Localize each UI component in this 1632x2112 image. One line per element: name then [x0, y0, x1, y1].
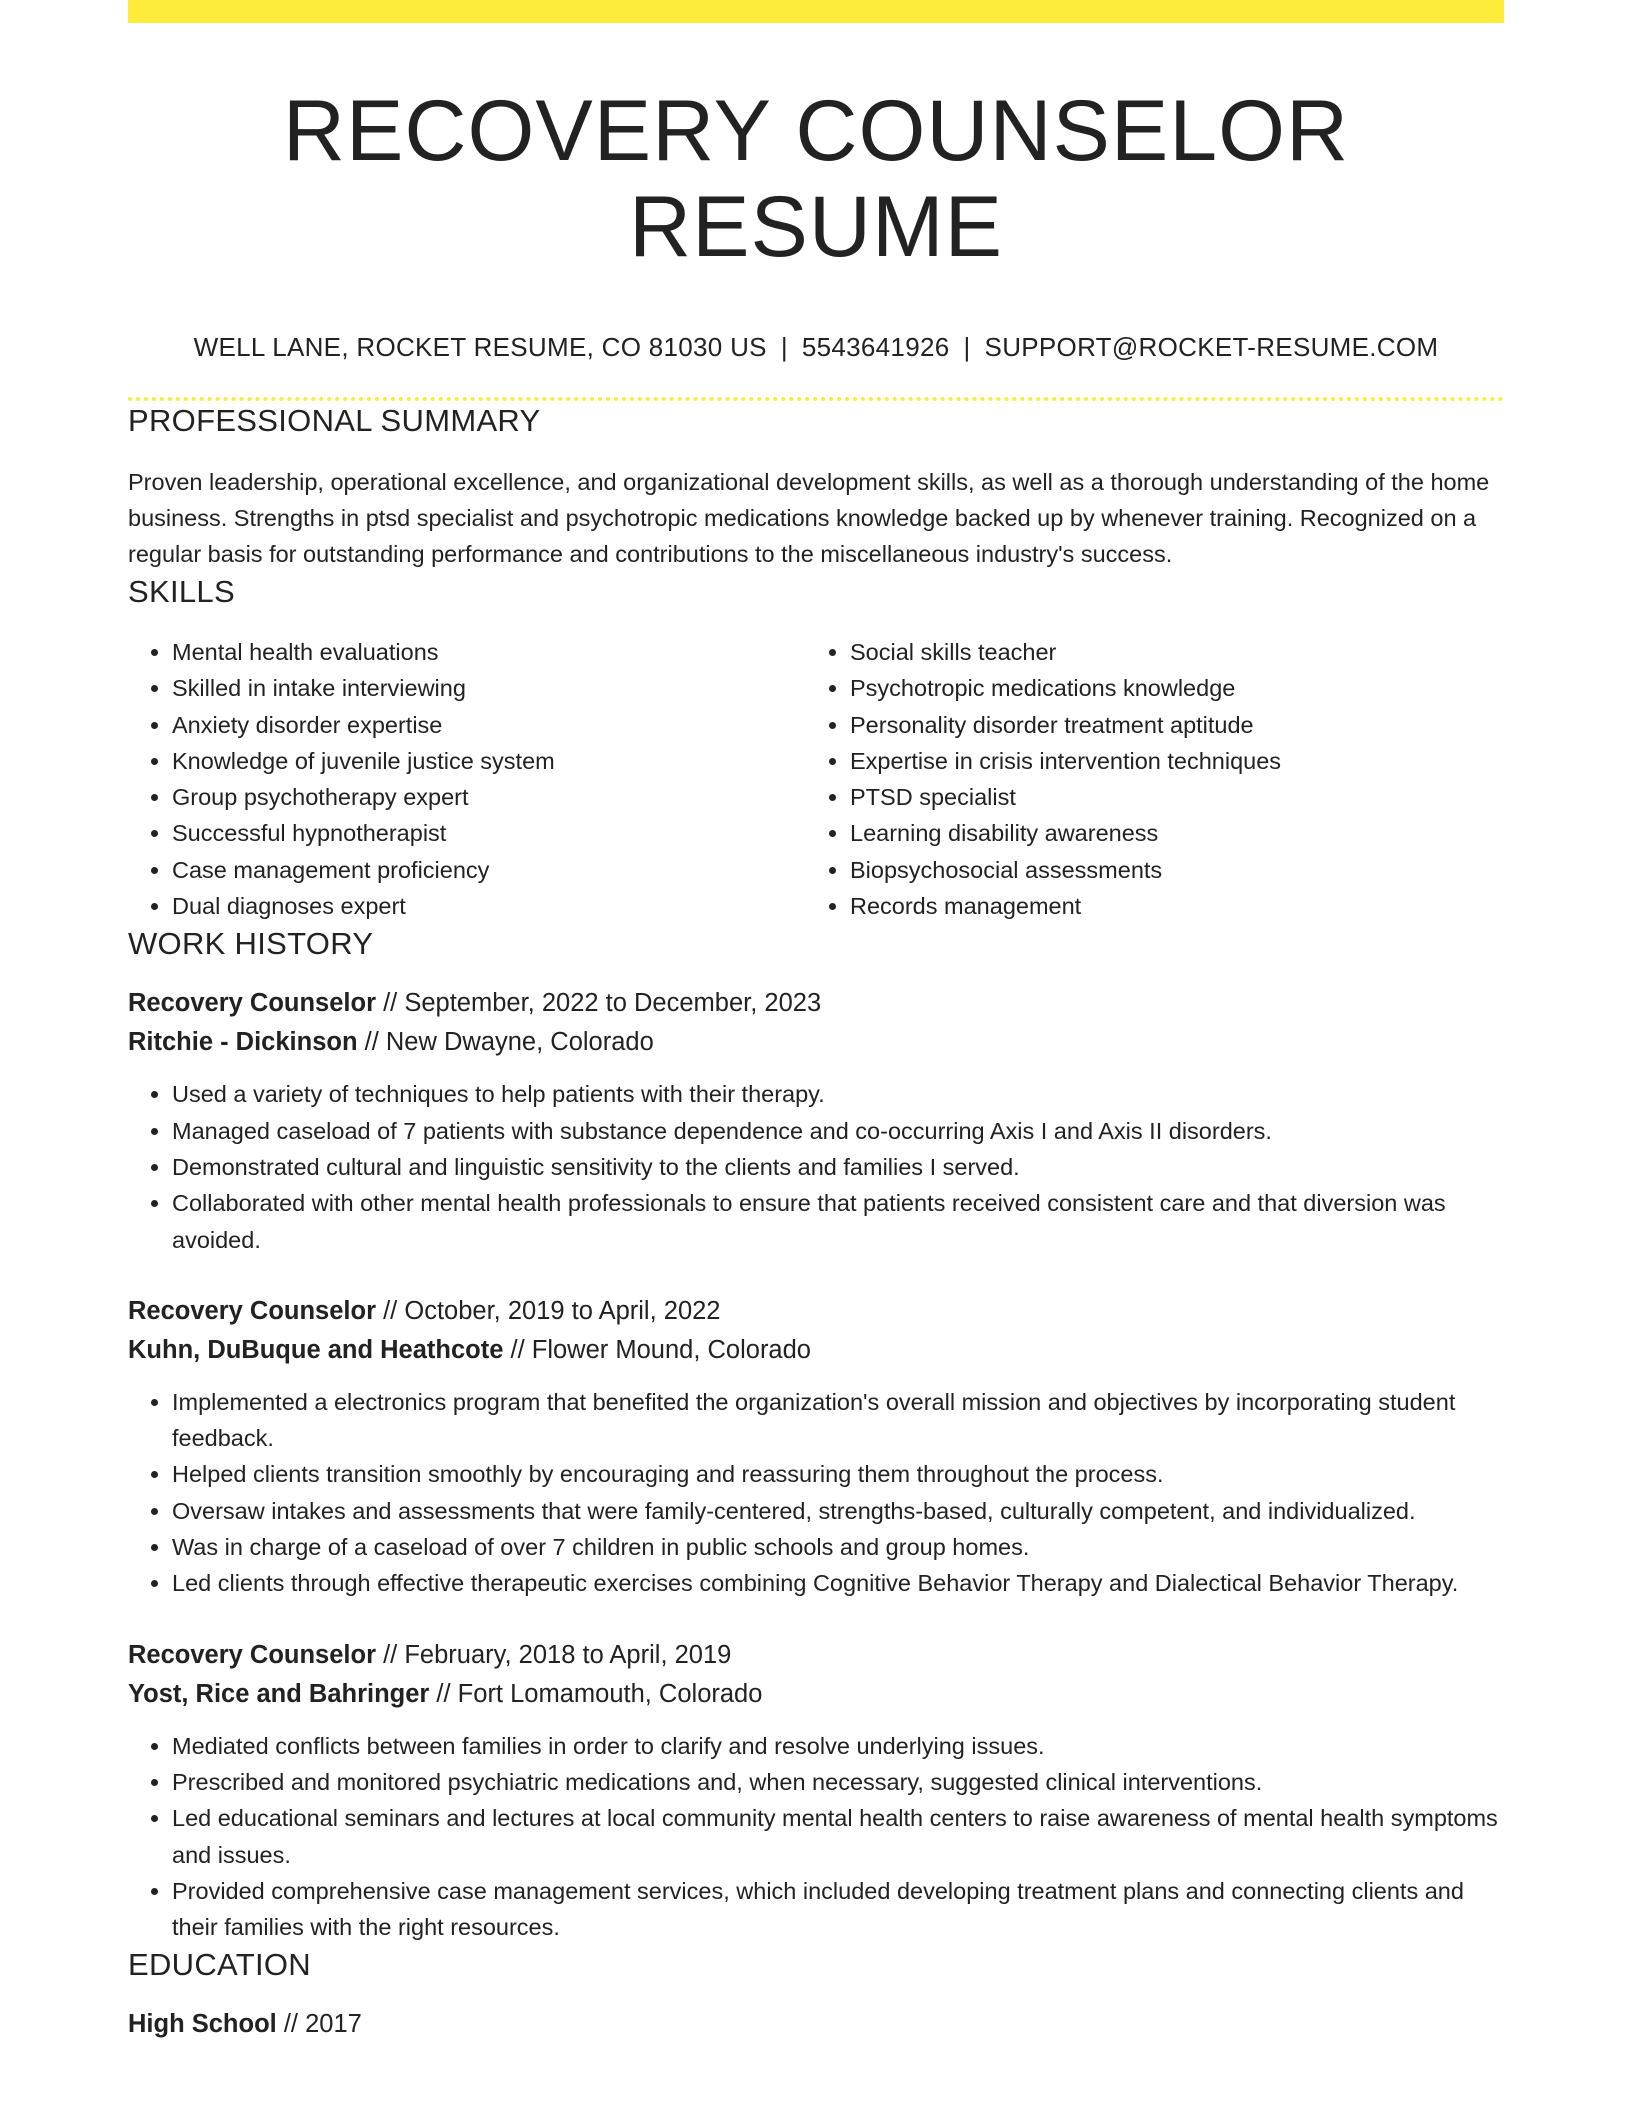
job-company: Kuhn, DuBuque and Heathcote [128, 1335, 504, 1364]
job-bullets [128, 1076, 1504, 1257]
job-entry [128, 1292, 1504, 1602]
job-company-line [128, 1023, 1504, 1062]
skills-heading: SKILLS [128, 574, 235, 609]
skill-item: • Skilled in intake interviewing [172, 670, 806, 706]
work-history-heading: WORK HISTORY [128, 926, 374, 962]
skills-columns [128, 634, 1504, 924]
job-title-line [128, 1636, 1504, 1675]
contact-line [128, 330, 1504, 364]
job-bullet: • Was in charge of a caseload of over 7 children in public schools and group homes. [172, 1529, 1504, 1565]
skill-item: • Biopsychosocial assessments [850, 852, 1484, 888]
skills-left-list [128, 634, 806, 924]
summary-heading: PROFESSIONAL SUMMARY [128, 403, 541, 438]
skill-item: • Personality disorder treatment aptitude [850, 707, 1484, 743]
resume-content [128, 0, 1504, 2044]
skill-item: • Knowledge of juvenile justice system [172, 743, 806, 779]
job-title-line [128, 984, 1504, 1023]
contact-separator: | [780, 332, 788, 362]
job-title-line [128, 1292, 1504, 1331]
job-company-line [128, 1675, 1504, 1714]
education-heading: EDUCATION [128, 1947, 311, 1983]
contact-phone: 5543641926 [801, 332, 950, 362]
job-bullet: • Collaborated with other mental health professionals to ensure that patients received consistent care and that diversion was avoided. [172, 1185, 1504, 1258]
job-dates: // September, 2022 to December, 2023 [376, 989, 822, 1018]
job-bullet: • Provided comprehensive case management services, which included developing treatment plans and connecting clients and their families with the right resources. [172, 1873, 1504, 1946]
job-bullet: • Led clients through effective therapeutic exercises combining Cognitive Behavior Therapy and Dialectical Behavior Therapy. [172, 1565, 1504, 1601]
skill-item: • Case management proficiency [172, 852, 806, 888]
job-company: Yost, Rice and Bahringer [128, 1679, 430, 1708]
job-bullet: • Demonstrated cultural and linguistic sensitivity to the clients and families I served. [172, 1149, 1504, 1185]
contact-address: WELL LANE, ROCKET RESUME, CO 81030 US [193, 332, 767, 362]
job-location: // New Dwayne, Colorado [357, 1028, 654, 1057]
job-location: // Flower Mound, Colorado [503, 1335, 811, 1364]
job-bullets [128, 1728, 1504, 1946]
job-bullet: • Implemented a electronics program that benefited the organization's overall mission and objectives by incorporating student feedback. [172, 1384, 1504, 1457]
skill-item: • Expertise in crisis intervention techniques [850, 743, 1484, 779]
education-year: // 2017 [276, 2010, 362, 2039]
job-company: Ritchie - Dickinson [128, 1028, 358, 1057]
job-entry [128, 1636, 1504, 1946]
job-bullet: • Helped clients transition smoothly by encouraging and reassuring them throughout the process. [172, 1456, 1504, 1492]
job-entry [128, 984, 1504, 1257]
job-bullet: • Mediated conflicts between families in order to clarify and resolve underlying issues. [172, 1728, 1504, 1764]
job-company-line [128, 1331, 1504, 1370]
job-bullet: • Used a variety of techniques to help patients with their therapy. [172, 1076, 1504, 1112]
resume-title: RECOVERY COUNSELOR RESUME [282, 83, 1350, 275]
skill-item: • Mental health evaluations [172, 634, 806, 670]
skill-item: • Social skills teacher [850, 634, 1484, 670]
job-title: Recovery Counselor [128, 989, 377, 1018]
education-entry [128, 2005, 1504, 2044]
skill-item: • Anxiety disorder expertise [172, 707, 806, 743]
job-bullets [128, 1384, 1504, 1602]
education-degree: High School [128, 2010, 277, 2039]
contact-separator: | [963, 332, 971, 362]
skill-item: • PTSD specialist [850, 779, 1484, 815]
job-bullet: • Oversaw intakes and assessments that were family-centered, strengths-based, culturally competent, and individualized. [172, 1493, 1504, 1529]
skill-item: • Group psychotherapy expert [172, 779, 806, 815]
job-bullet: • Managed caseload of 7 patients with substance dependence and co-occurring Axis I and Axis II disorders. [172, 1113, 1504, 1149]
skill-item: • Successful hypnotherapist [172, 815, 806, 851]
skills-right-list [806, 634, 1484, 924]
job-bullet: • Prescribed and monitored psychiatric medications and, when necessary, suggested clinical interventions. [172, 1764, 1504, 1800]
job-title: Recovery Counselor [128, 1640, 377, 1669]
skill-item: • Records management [850, 888, 1484, 924]
skill-item: • Learning disability awareness [850, 815, 1484, 851]
job-bullet: • Led educational seminars and lectures at local community mental health centers to raise awareness of mental health symptoms and issues. [172, 1800, 1504, 1873]
contact-email: SUPPORT@ROCKET-RESUME.COM [984, 332, 1439, 362]
skill-item: • Dual diagnoses expert [172, 888, 806, 924]
job-location: // Fort Lomamouth, Colorado [429, 1679, 763, 1708]
summary-text: Proven leadership, operational excellence, and organizational development skills, as well as a thorough understanding of the home business. Strengths in ptsd specialist and psychotropic medications knowledge backed up by whenever training. Recognized on a regular basis for outstanding performance and contributions to the miscellaneous industry's success. [128, 469, 1490, 567]
job-title: Recovery Counselor [128, 1296, 377, 1325]
job-dates: // February, 2018 to April, 2019 [376, 1640, 732, 1669]
skill-item: • Psychotropic medications knowledge [850, 670, 1484, 706]
job-dates: // October, 2019 to April, 2022 [376, 1296, 721, 1325]
